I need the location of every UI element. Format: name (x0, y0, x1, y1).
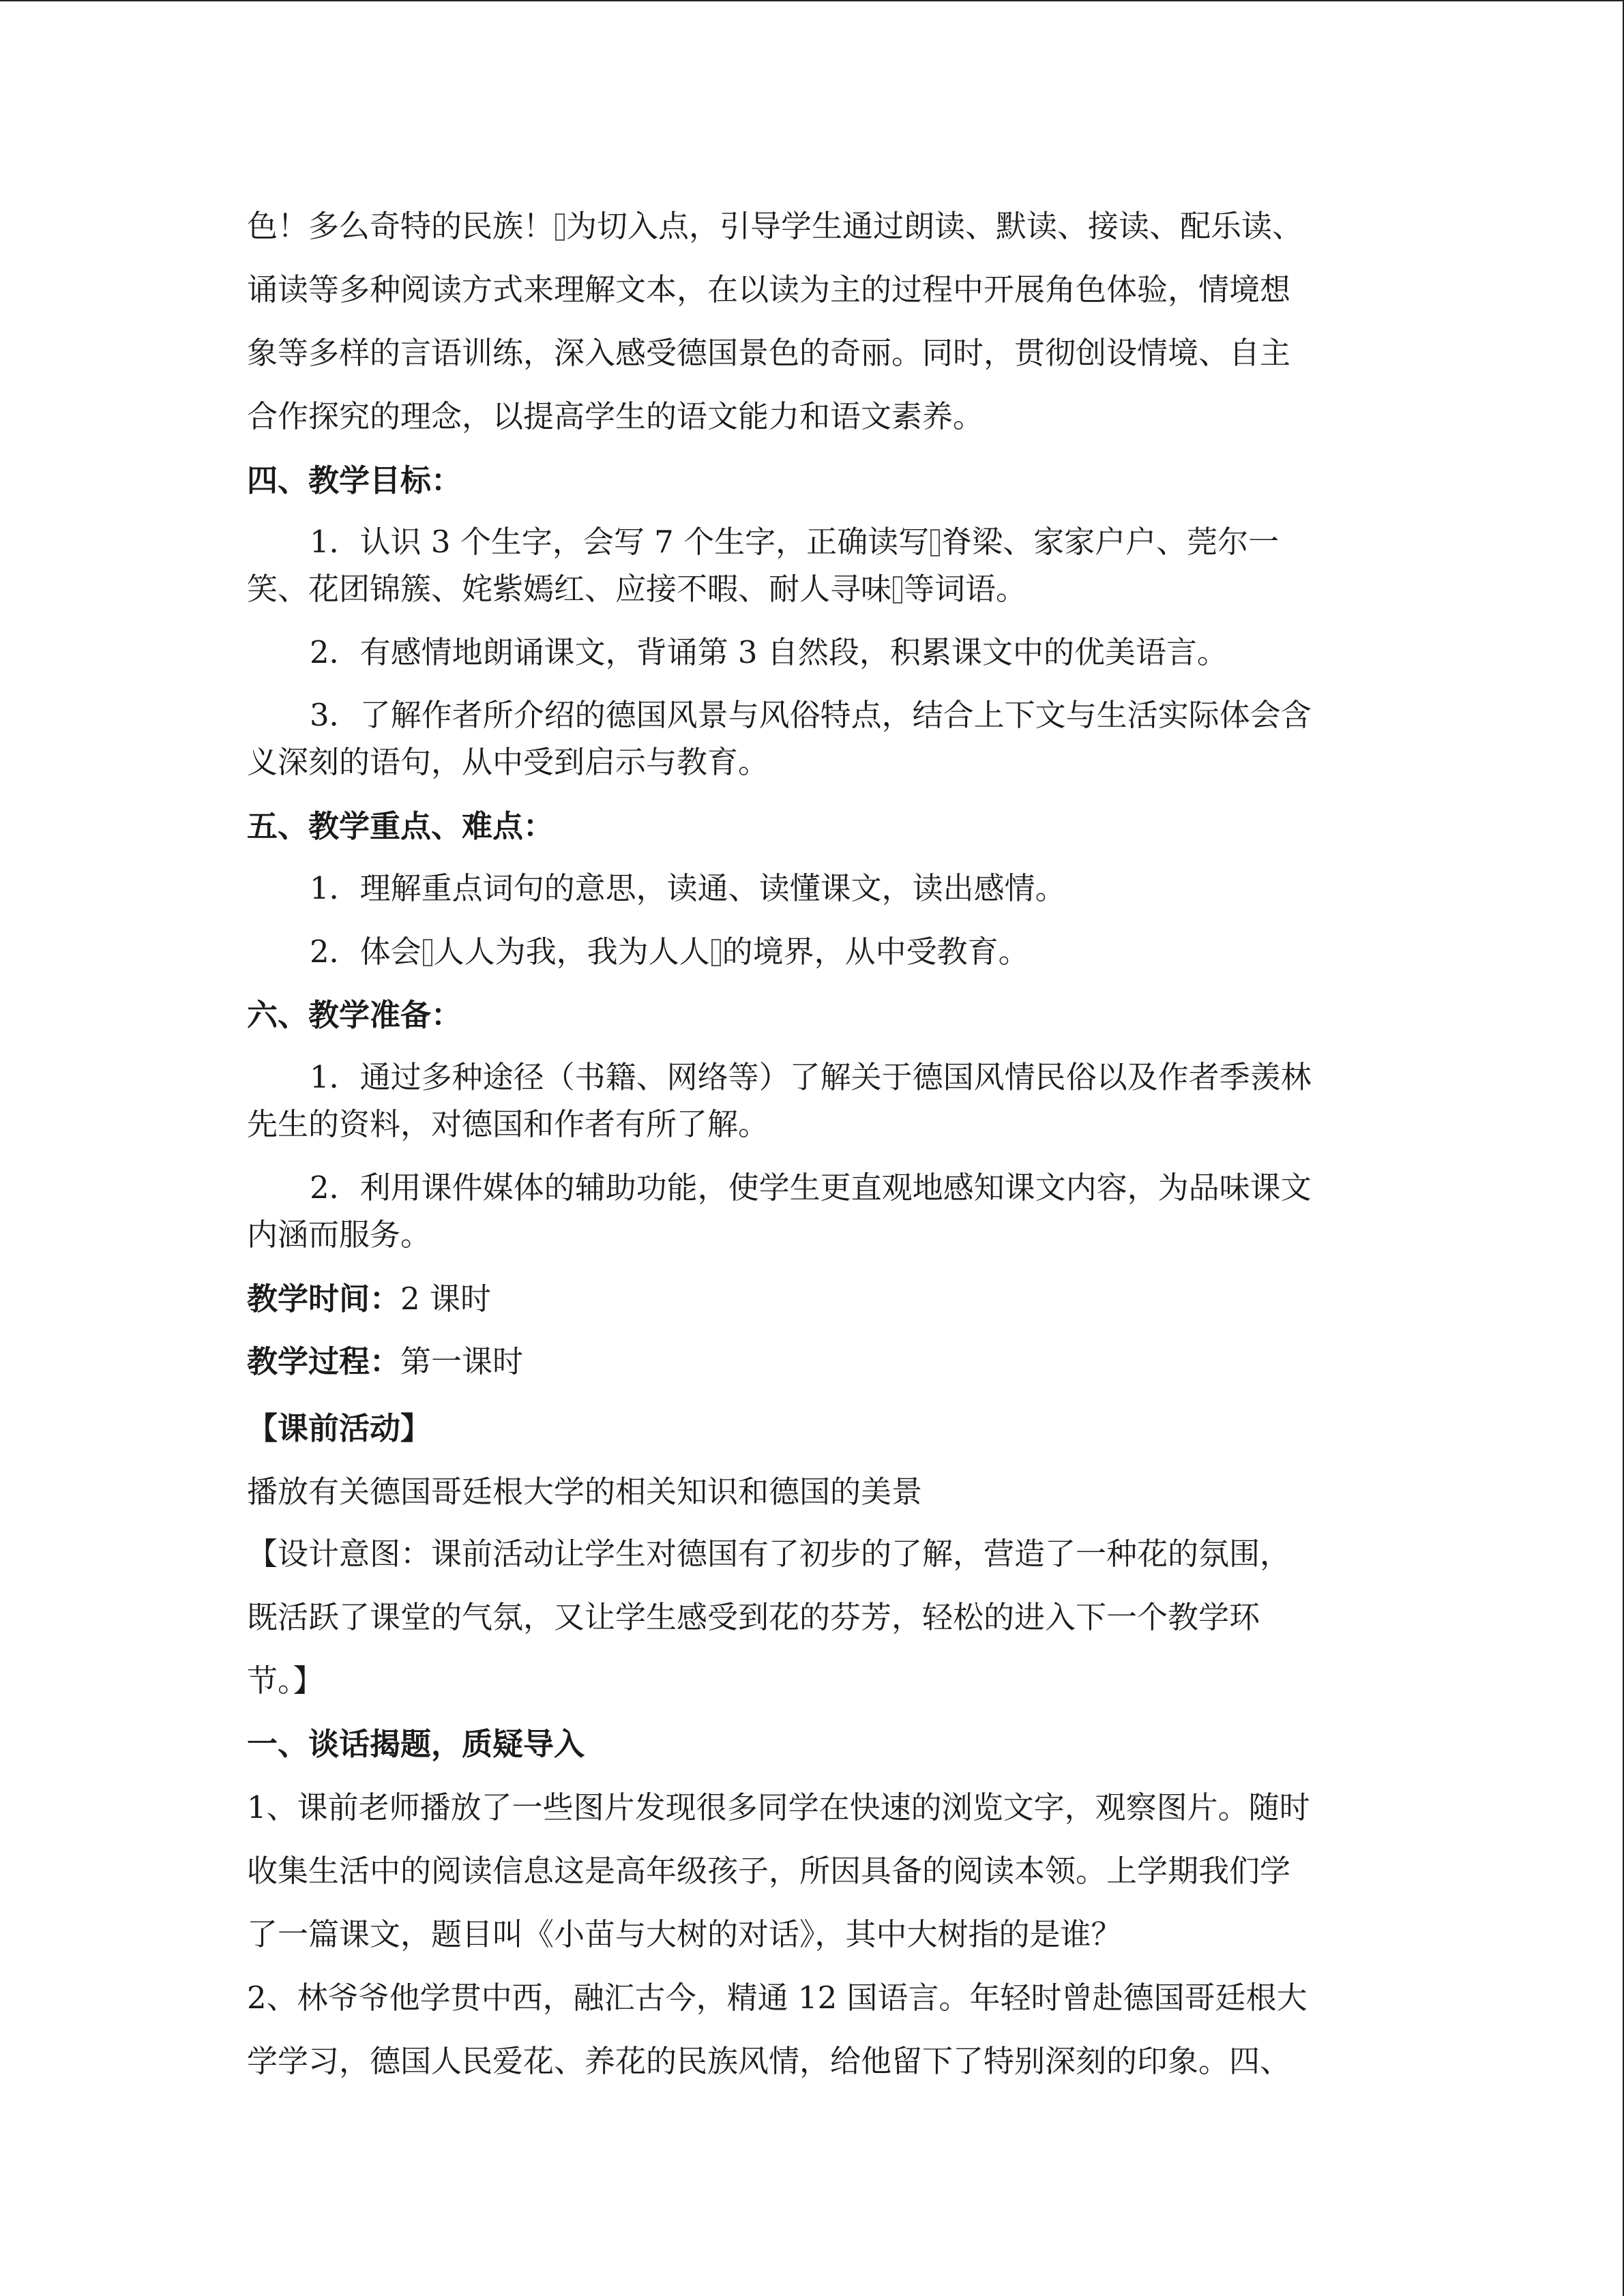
activity-intent-line-2: 既活跃了课堂的气氛，又让学生感受到花的芬芳，轻松的进入下一个教学环 (247, 1599, 1260, 1635)
text-run: 1．认识 3 个生字，会写 7 个生字，正确读写 (310, 524, 930, 560)
activity-intent-line-1: 【设计意图：课前活动让学生对德国有了初步的了解，营造了一种花的氛围， (247, 1536, 1291, 1572)
teaching-time-value: 2 课时 (400, 1281, 491, 1317)
goals-item-3-line-2: 义深刻的语句，从中受到启示与教育。 (247, 744, 769, 780)
teaching-process-label: 教学过程： (247, 1343, 401, 1380)
text-run: 为切入点，引导学生通过朗读、默读、接读、配乐读、 (566, 208, 1303, 244)
missing-glyph-icon (930, 529, 940, 556)
section1-p2-line-1: 2、林爷爷他学贯中西，融汇古今，精通 12 国语言。年轻时曾赴德国哥廷根大 (247, 1980, 1308, 2016)
text-run: 人人为我，我为人人 (433, 934, 710, 970)
goals-heading: 四、教学目标： (247, 462, 462, 498)
activity-heading: 【课前活动】 (247, 1410, 432, 1446)
missing-glyph-icon (893, 576, 902, 603)
activity-text: 播放有关德国哥廷根大学的相关知识和德国的美景 (247, 1474, 923, 1510)
text-run: 脊梁、家家户户、莞尔一 (941, 524, 1280, 560)
activity-intent-line-3: 节。】 (247, 1663, 324, 1699)
teaching-time-label: 教学时间： (247, 1281, 401, 1317)
goals-item-3-line-1: 3．了解作者所介绍的德国风景与风俗特点，结合上下文与生活实际体会含 (310, 697, 1312, 733)
section1-p1-line-2: 收集生活中的阅读信息这是高年级孩子，所因具备的阅读本领。上学期我们学 (247, 1853, 1291, 1889)
text-run: 等词语。 (904, 571, 1027, 607)
section1-heading: 一、谈话揭题，质疑导入 (247, 1726, 585, 1762)
section1-p1-line-3: 了一篇课文，题目叫《小苗与大树的对话》，其中大树指的是谁？ (247, 1916, 1122, 1952)
goals-item-1-line-1 (247, 517, 1279, 561)
preparation-heading: 六、教学准备： (247, 997, 462, 1033)
missing-glyph-icon (423, 939, 432, 966)
text-run: 笑、花团锦簇、姹紫嫣红、应接不暇、耐人寻味 (247, 571, 892, 607)
missing-glyph-icon (555, 213, 565, 241)
text-run: 的境界，从中受教育。 (722, 934, 1029, 970)
intro-line-2: 诵读等多种阅读方式来理解文本，在以读为主的过程中开展角色体验，情境想 (247, 271, 1291, 308)
goals-item-1-line-2 (247, 564, 1027, 608)
intro-line-1 (247, 201, 1303, 245)
text-run: 2．体会 (310, 934, 422, 970)
preparation-item-2-line-1: 2．利用课件媒体的辅助功能，使学生更直观地感知课文内容，为品味课文 (310, 1169, 1312, 1206)
preparation-item-2-line-2: 内涵而服务。 (247, 1217, 432, 1253)
preparation-item-1-line-2: 先生的资料，对德国和作者有所了解。 (247, 1106, 769, 1142)
section1-p1-line-1: 1、课前老师播放了一些图片发现很多同学在快速的浏览文字，观察图片。随时 (247, 1789, 1310, 1825)
intro-line-3: 象等多样的言语训练，深入感受德国景色的奇丽。同时，贯彻创设情境、自主 (247, 335, 1291, 371)
text-run: 色！多么奇特的民族！ (247, 208, 555, 244)
teaching-process (247, 1337, 523, 1381)
teaching-process-value: 第一课时 (400, 1343, 524, 1380)
teaching-time (247, 1274, 491, 1318)
key-points-item-1: 1．理解重点词句的意思，读通、读懂课文，读出感情。 (310, 870, 1066, 906)
key-points-heading: 五、教学重点、难点： (247, 808, 555, 844)
preparation-item-1-line-1: 1．通过多种途径（书籍、网络等）了解关于德国风情民俗以及作者季羡林 (310, 1059, 1312, 1095)
key-points-item-2 (247, 927, 1029, 971)
goals-item-2: 2．有感情地朗诵课文，背诵第 3 自然段，积累课文中的优美语言。 (310, 634, 1228, 670)
section1-p2-line-2: 学学习，德国人民爱花、养花的民族风情，给他留下了特别深刻的印象。四、 (247, 2043, 1291, 2079)
intro-line-4: 合作探究的理念，以提高学生的语文能力和语文素养。 (247, 398, 984, 434)
missing-glyph-icon (711, 939, 721, 966)
